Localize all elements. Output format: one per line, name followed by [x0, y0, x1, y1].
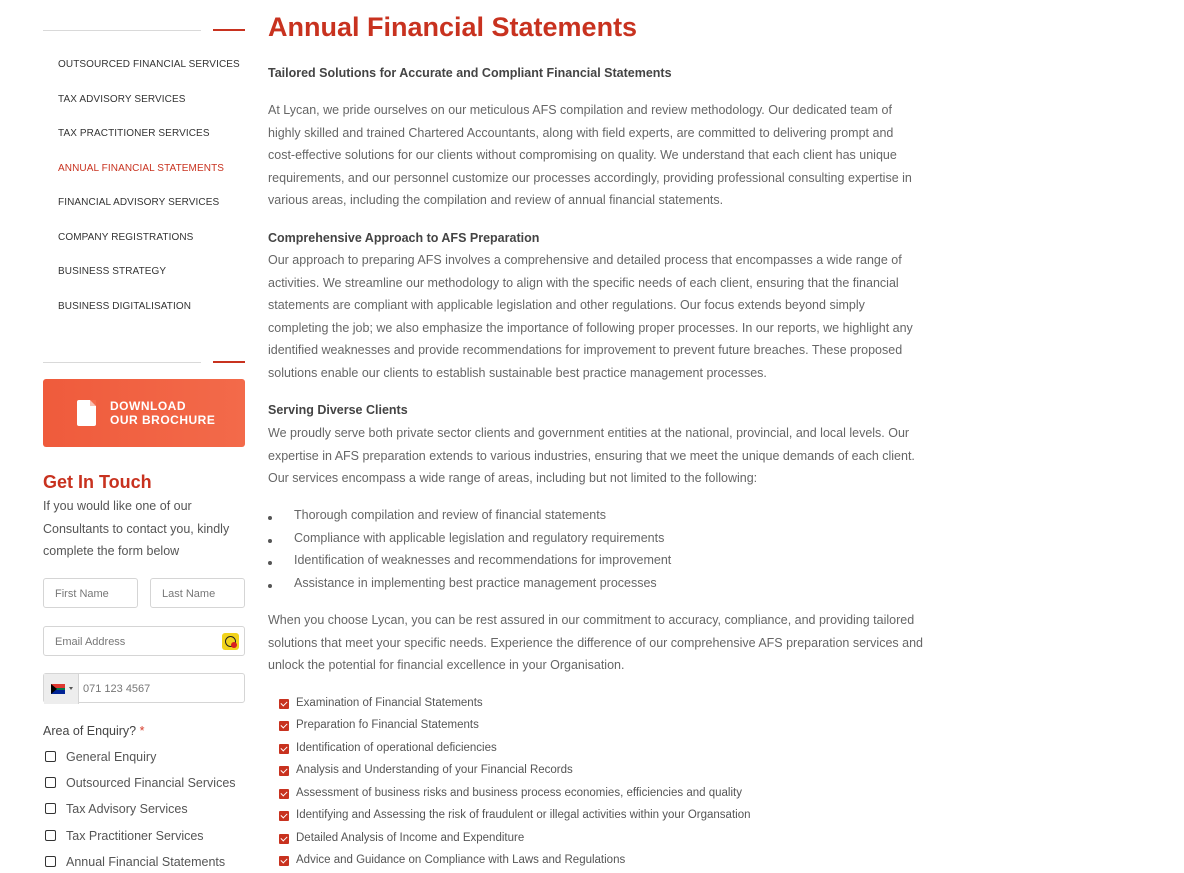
password-manager-icon[interactable] — [222, 633, 239, 650]
enquiry-option-tax-practitioner-services[interactable]: Tax Practitioner Services — [43, 829, 204, 843]
phone-placeholder: 071 123 4567 — [83, 683, 151, 695]
last-name-input[interactable]: Last Name — [150, 578, 245, 608]
section1-heading: Comprehensive Approach to AFS Preparation — [268, 231, 540, 245]
checkbox[interactable] — [45, 856, 56, 867]
area-of-enquiry-label: Area of Enquiry? * — [43, 724, 145, 738]
email-input[interactable] — [43, 626, 245, 656]
check-icon — [279, 856, 289, 866]
check-icon — [279, 721, 289, 731]
nav-item-financial-advisory-services[interactable]: FINANCIAL ADVISORY SERVICES — [58, 197, 220, 208]
checkbox[interactable] — [45, 777, 56, 788]
brochure-line1: DOWNLOAD — [110, 399, 186, 413]
enquiry-option-annual-financial-statements[interactable]: Annual Financial Statements — [43, 855, 225, 869]
check-icon — [279, 811, 289, 821]
nav-item-annual-financial-statements[interactable]: ANNUAL FINANCIAL STATEMENTS — [58, 163, 225, 174]
enquiry-option-general-enquiry[interactable]: General Enquiry — [43, 750, 156, 764]
chevron-down-icon — [69, 687, 73, 690]
email-placeholder: Email Address — [55, 636, 126, 648]
nav-item-business-strategy[interactable]: BUSINESS STRATEGY — [58, 266, 167, 277]
brochure-line2: OUR BROCHURE — [110, 413, 216, 427]
checkbox[interactable] — [45, 751, 56, 762]
check-icon — [279, 766, 289, 776]
download-brochure-button[interactable] — [43, 379, 245, 447]
sidebar-divider-bottom — [43, 362, 245, 364]
checkbox[interactable] — [45, 803, 56, 814]
section2-body: We proudly serve both private sector clients and government entities at the national, provincial, and local levels. Our expertise in AFS preparation extends to various industries, ensuring that we meet the unique demands of each client. Our services encompass a wide range of areas, including but not limited to the following: — [268, 426, 915, 486]
check-icon — [279, 789, 289, 799]
phone-input[interactable] — [43, 673, 245, 703]
check-icon — [279, 699, 289, 709]
section2-heading: Serving Diverse Clients — [268, 403, 408, 417]
south-africa-flag-icon — [51, 684, 65, 694]
get-in-touch-title: Get In Touch — [43, 472, 152, 492]
nav-item-business-digitalisation[interactable]: BUSINESS DIGITALISATION — [58, 301, 192, 312]
country-code-selector[interactable] — [44, 674, 79, 704]
page-title: Annual Financial Statements — [268, 12, 638, 42]
checkbox[interactable] — [45, 830, 56, 841]
section1-body: Our approach to preparing AFS involves a comprehensive and detailed process that encompasses a wide range of activities. We streamline our methodology to align with the specific needs of each client, ensuring that the financial statements are compliant with applicable legislation and other regulations. Our focus extends beyond simply completing the job; we also emphasize the importance of following proper processes. In our reports, we highlight any identified weaknesses and provide recommendations for improvement to prevent future breaches. These proposed solutions enable our clients to establish sustainable best practice management processes. — [268, 253, 913, 380]
enquiry-option-outsourced-financial-services[interactable]: Outsourced Financial Services — [43, 776, 236, 790]
check-icon — [279, 744, 289, 754]
enquiry-option-tax-advisory-services[interactable]: Tax Advisory Services — [43, 802, 188, 816]
nav-item-outsourced-financial-services[interactable]: OUTSOURCED FINANCIAL SERVICES — [58, 59, 240, 70]
intro-paragraph: At Lycan, we pride ourselves on our meticulous AFS compilation and review methodology. Our dedicated team of highly skilled and trained Chartered Accountants, along with field experts, are committed to delivering prompt and cost-effective solutions for our clients without compromising on quality. We understand that each client has unique requirements, and our personnel customize our processes accordingly, providing professional consulting expertise in various areas, including the compilation and review of annual financial statements. — [268, 103, 912, 208]
document-icon — [77, 400, 96, 426]
sidebar-divider-top — [43, 30, 245, 32]
page-subtitle: Tailored Solutions for Accurate and Compliant Financial Statements — [268, 66, 672, 80]
check-icon — [279, 834, 289, 844]
nav-item-tax-advisory-services[interactable]: TAX ADVISORY SERVICES — [58, 94, 186, 105]
nav-item-tax-practitioner-services[interactable]: TAX PRACTITIONER SERVICES — [58, 128, 210, 139]
closing-paragraph: When you choose Lycan, you can be rest assured in our commitment to accuracy, compliance, and providing tailored solutions that meet your specific needs. Experience the difference of our comprehensive AFS preparation services and unlock the potential for financial excellence in your Organisation. — [268, 613, 923, 673]
get-in-touch-description: If you would like one of our Consultants to contact you, kindly complete the form below — [43, 499, 230, 558]
required-mark: * — [139, 724, 145, 738]
nav-item-company-registrations[interactable]: COMPANY REGISTRATIONS — [58, 232, 194, 243]
first-name-input[interactable]: First Name — [43, 578, 138, 608]
